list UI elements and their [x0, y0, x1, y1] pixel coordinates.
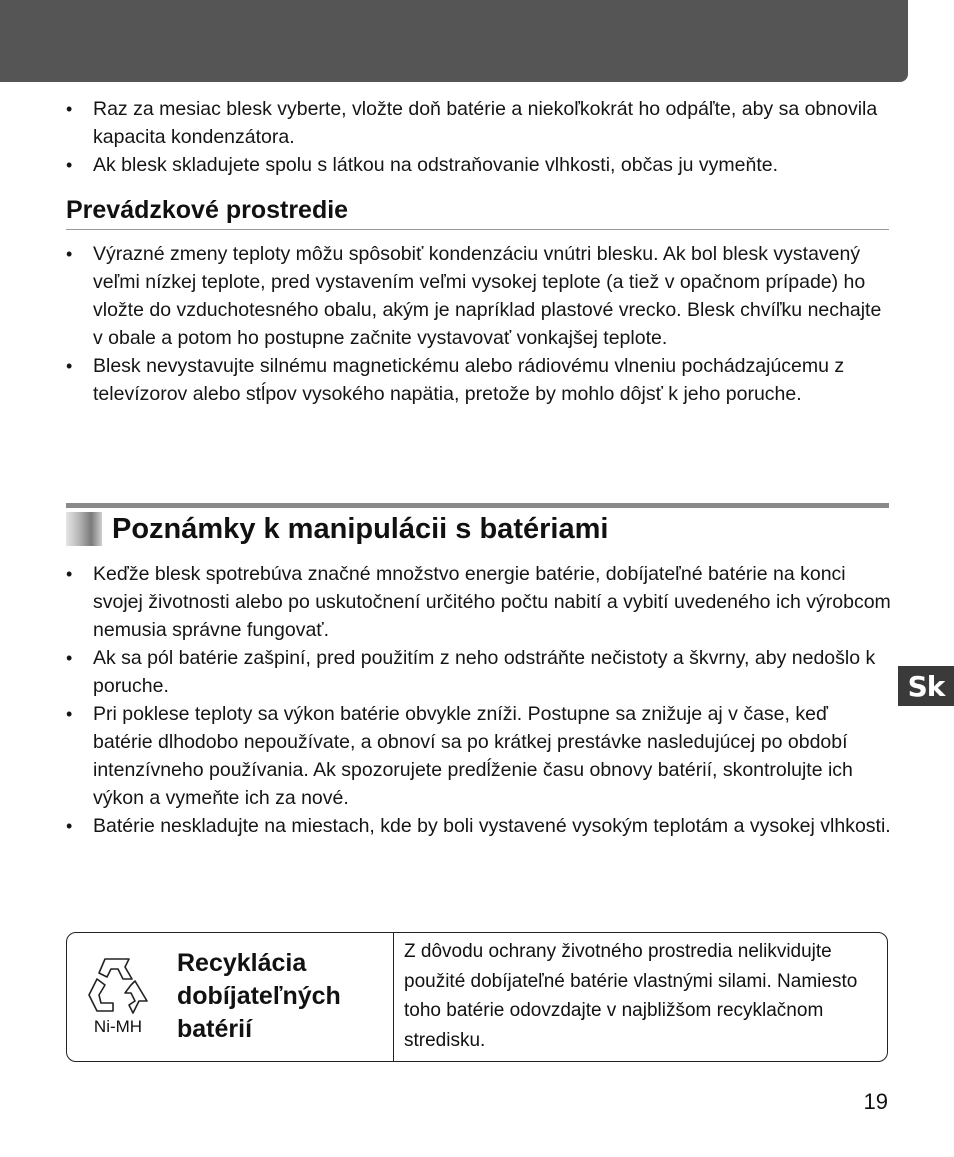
page-number: 19	[863, 1089, 888, 1114]
language-tab: Sk	[898, 666, 954, 706]
battery-list	[66, 560, 892, 840]
list-item: • Batérie neskladujte na miestach, kde by boli vystavené vysokým teplotám a vysokej vlhkosti.	[66, 812, 892, 840]
list-item: • Ak sa pól batérie zašpiní, pred použitím z neho odstráňte nečistoty a škvrny, aby nedošlo k poruche.	[66, 644, 892, 700]
battery-section-title: Poznámky k manipulácii s batériami	[112, 513, 609, 545]
recycle-icon	[85, 955, 149, 1015]
list-item: • Blesk nevystavujte silnému magnetickému alebo rádiovému vlneniu pochádzajúcemu z televízorov alebo stĺpov vysokého napätia, pretože by mohlo dôjsť k jeho poruche.	[66, 352, 892, 408]
top-header-bar	[0, 0, 908, 82]
section-marker	[66, 512, 102, 546]
recycling-title: Recyklácia dobíjateľných batérií	[177, 949, 341, 1043]
battery-section-header	[66, 503, 889, 548]
list-item: • Ak blesk skladujete spolu s látkou na odstraňovanie vlhkosti, občas ju vymeňte.	[66, 151, 892, 179]
box-divider	[393, 933, 394, 1061]
list-item: • Raz za mesiac blesk vyberte, vložte doň batérie a niekoľkokrát ho odpáľte, aby sa obnovila kapacita kondenzátora.	[66, 95, 892, 151]
list-item: • Výrazné zmeny teploty môžu spôsobiť kondenzáciu vnútri blesku. Ak bol blesk vystavený veľmi nízkej teplote, pred vystavením veľmi vysokej teplote (a tiež v opačnom prípade) ho vložte do vzduchotesného obalu, akým je napríklad plastové vrecko. Blesk chvíľku nechajte v obale a potom ho postupne začnite vystavovať vonkajšej teplote.	[66, 240, 892, 352]
recycling-box	[66, 932, 888, 1062]
environment-list	[66, 240, 892, 408]
icon-caption: Ni-MH	[93, 1017, 143, 1036]
list-item: • Keďže blesk spotrebúva značné množstvo energie batérie, dobíjateľné batérie na konci svojej životnosti alebo po uskutočnení určitého počtu nabití a vybití uvedeného ich výrobcom nemusia správne fungovať.	[66, 560, 892, 644]
intro-list	[66, 95, 892, 179]
list-item: • Pri poklese teploty sa výkon batérie obvykle zníži. Postupne sa znižuje aj v čase, keď batérie dlhodobo nepoužívate, a obnoví sa po krátkej prestávke nasledujúcej po období intenzívneho používania. Ak spozorujete predĺženie času obnovy batérií, skontrolujte ich výkon a vymeňte ich za nové.	[66, 700, 892, 812]
recycling-text: Z dôvodu ochrany životného prostredia nelikvidujte použité dobíjateľné batérie vlastnými silami. Namiesto toho batérie odovzdajte v najbližšom recyklačnom stredisku.	[404, 941, 858, 1051]
environment-heading: Prevádzkové prostredie	[66, 194, 889, 230]
